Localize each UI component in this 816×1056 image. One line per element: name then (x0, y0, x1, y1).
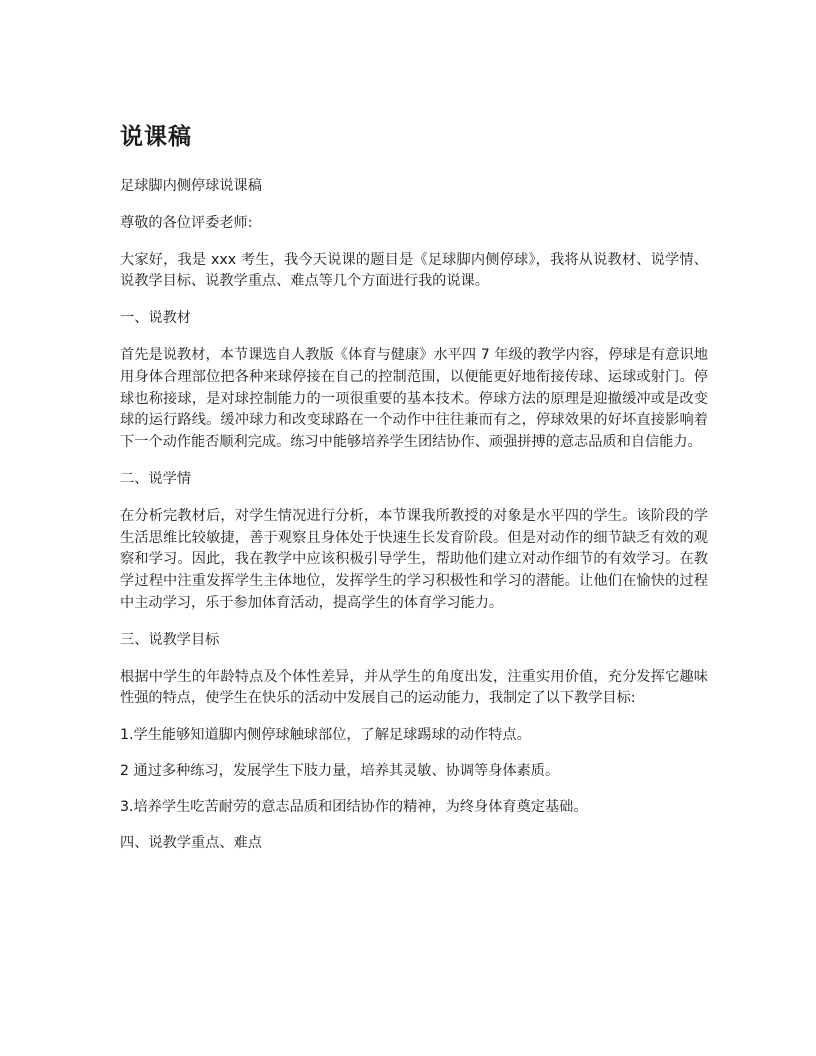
intro-paragraph: 大家好，我是 xxx 考生，我今天说课的题目是《足球脚内侧停球》，我将从说教材、说学情、说教学目标、说教学重点、难点等几个方面进行我的说课。 (120, 251, 708, 290)
document-title: 说课稿 (120, 124, 192, 150)
document-subtitle: 足球脚内侧停球说课稿 (120, 178, 262, 194)
goal-item: 2 通过多种练习，发展学生下肢力量，培养其灵敏、协调等身体素质。 (120, 762, 560, 779)
section-heading-textbook: 一、说教材 (120, 310, 191, 327)
goal-item: 1.学生能够知道脚内侧停球触球部位，了解足球踢球的动作特点。 (120, 727, 531, 744)
section-body-goals: 根据中学生的年龄特点及个体性差异，并从学生的角度出发，注重实用价值，充分发挥它趣味性强的特点，使学生在快乐的活动中发展自己的运动能力，我制定了以下教学目标: (120, 668, 708, 707)
section-heading-key-points: 四、说教学重点、难点 (120, 834, 262, 851)
goal-item: 3.培养学生吃苦耐劳的意志品质和团结协作的精神，为终身体育奠定基础。 (120, 798, 588, 815)
section-body-textbook: 首先是说教材，本节课选自人教版《体育与健康》水平四 7 年级的教学内容，停球是有意识地用身体合理部位把各种来球停接在自己的控制范围，以便能更好地衔接传球、运球或射门。停球也称接球，是对球控制能力的一项很重要的基本技术。停球方法的原理是迎撤缓冲或是改变球的运行路线。缓冲球力和改变球路在一个动作中往往兼而有之，停球效果的好坏直接影响着下一个动作能否顺利完成。练习中能够培养学生团结协作、顽强拼搏的意志品质和自信能力。 (120, 346, 708, 451)
greeting: 尊敬的各位评委老师: (120, 214, 253, 231)
section-body-students: 在分析完教材后，对学生情况进行分析，本节课我所教授的对象是水平四的学生。该阶段的学生活思维比较敏捷，善于观察且身体处于快速生长发育阶段。但是对动作的细节缺乏有效的观察和学习。因此，我在教学中应该积极引导学生，帮助他们建立对动作细节的有效学习。在教学过程中注重发挥学生主体地位，发挥学生的学习积极性和学习的潜能。让他们在愉快的过程中主动学习，乐于参加体育活动，提高学生的体育学习能力。 (120, 507, 708, 611)
document-body (120, 176, 708, 869)
section-heading-students: 二、说学情 (120, 470, 191, 487)
section-heading-goals: 三、说教学目标 (120, 631, 220, 648)
